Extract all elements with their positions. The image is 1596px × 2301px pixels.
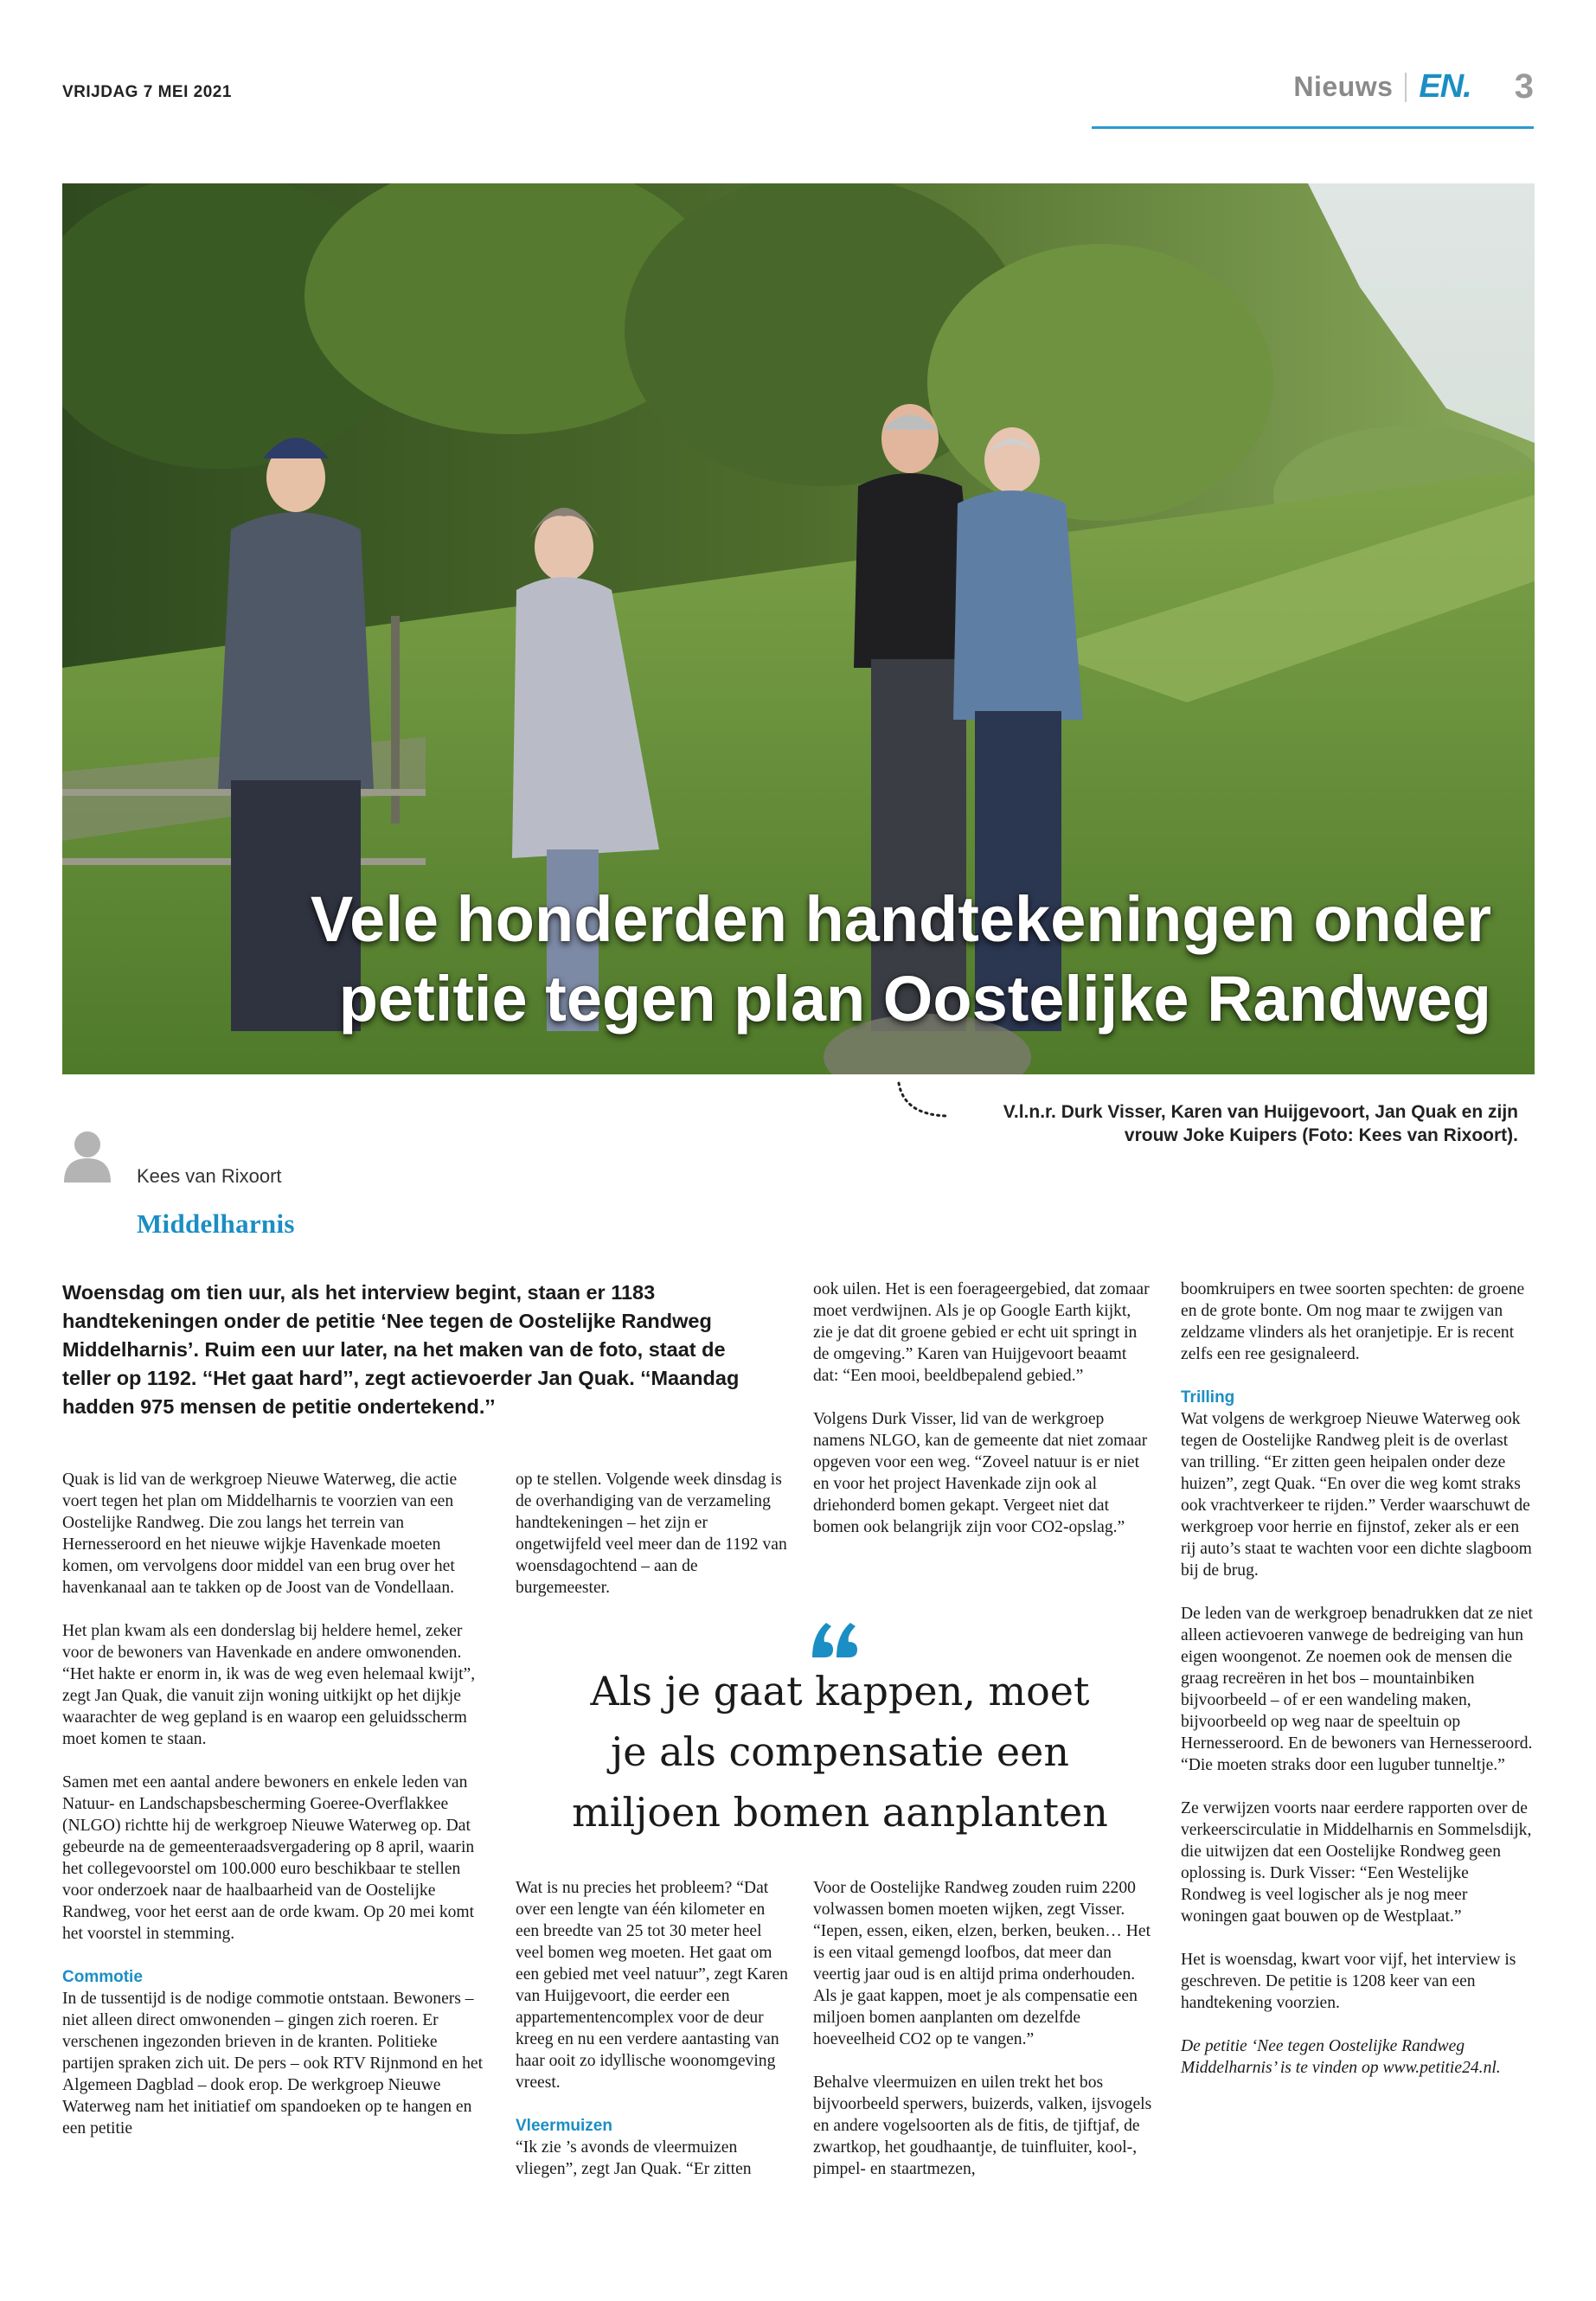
col3-paragraph-2: Volgens Durk Visser, lid van de werkgroep namens NLGO, kan de gemeente dat niet zomaar opgeven voor een weg. “Zoveel natuur is er niet en voor het project Havenkade zijn ook al driehonderd bomen gekapt. Vergeet niet dat bomen ook belangrijk zijn voor CO2-opslag.” xyxy=(813,1410,1148,1536)
col1-paragraph-3: Samen met een aantal andere bewoners en enkele leden van Natuur- en Landschapsbescherming Goeree-Overflakkee (NLGO) richtte hij de werkgroep Nieuwe Waterweg op. Dat gebeurde na de gemeenteraadsvergadering op 8 april, waarin het collegevoorstel om 100.000 euro beschikbaar te stellen voor onderzoek naar de haalbaarheid van de Oostelijke Randweg, voor het eerst aan de orde kwam. Op 20 mei komt het voorstel in stemming. xyxy=(62,1773,475,1943)
caption-line-1: V.l.n.r. Durk Visser, Karen van Huijgevoort, Jan Quak en zijn xyxy=(1003,1102,1518,1122)
author-name: Kees van Rixoort xyxy=(137,1165,282,1187)
pull-quote-line-1: Als je gaat kappen, moet xyxy=(590,1668,1090,1715)
header-divider xyxy=(1405,73,1407,102)
col4-paragraph-4: Ze verwijzen voorts naar eerdere rapporten over de verkeerscirculatie in Middelharnis en Sommelsdijk, die uitwijzen dat een Oostelijke Rondweg geen oplossing is. Durk Visser: “Een Westelijke Rondweg is veel logischer als je nog meer woningen gaat bouwen op de Westplaat.” xyxy=(1181,1799,1532,1926)
lead-paragraph: Woensdag om tien uur, als het interview begint, staan er 1183 handtekeningen onder de petitie ‘Nee tegen de Oostelijke Randweg Middelharnis’. Ruim een uur later, na het maken van de foto, staat de teller op 1192. ‘‘Het gaat hard’’, zegt actievoerder Jan Quak. ‘‘Maandag hadden 975 mensen de petitie ondertekend.’’ xyxy=(62,1281,740,1418)
article-column-4 xyxy=(1181,1279,1535,2079)
col2-paragraph-2: Wat is nu precies het probleem? “Dat over een lengte van één kilometer en een breedte van 25 tot 30 meter heel veel bomen weg moeten. Het gaat om een gebied met veel natuur”, zegt Karen van Huijgevoort, die eerder een appartementencomplex voor de deur kreeg en nu een verdere aantasting van haar ooit zo idyllische woonomgeving vreest. xyxy=(516,1879,788,2092)
article-column-2-bottom xyxy=(516,1877,791,2180)
page-number: 3 xyxy=(1514,67,1534,106)
col4-paragraph-1: boomkruipers en twee soorten spechten: de groene en de grote bonte. Om nog maar te zwijgen van zeldzame vlinders als het oranjetipje. Er is recent zelfs een ree gesignaleerd. xyxy=(1181,1280,1525,1363)
hero-photo xyxy=(62,183,1535,1074)
caption-line-2: vrouw Joke Kuipers (Foto: Kees van Rixoort). xyxy=(1124,1125,1518,1145)
pull-quote xyxy=(516,1661,1164,1843)
newspaper-logo: EN. xyxy=(1419,68,1471,105)
photo-caption xyxy=(861,1100,1518,1147)
col2-paragraph-1: op te stellen. Volgende week dinsdag is de overhandiging van de verzameling handtekeningen – het zijn er ongetwijfeld veel meer dan de 1192 van woensdagochtend – aan de burgemeester. xyxy=(516,1471,787,1597)
headline-line-1: Vele honderden handtekeningen onder xyxy=(310,883,1491,955)
article-column-1 xyxy=(62,1469,488,2139)
col2-paragraph-3: “Ik zie ’s avonds de vleermuizen vliegen”, zegt Jan Quak. “Er zitten xyxy=(516,2138,752,2178)
header-rule xyxy=(1092,126,1534,129)
col4-paragraph-5: Het is woensdag, kwart voor vijf, het interview is geschreven. De petitie is 1208 keer van een handtekening voorzien. xyxy=(1181,1951,1516,2012)
article-column-2-top xyxy=(516,1469,791,1599)
col3-paragraph-4: Behalve vleermuizen en uilen trekt het bos bijvoorbeeld sperwers, buizerds, valken, ijsvogels en andere vogelsoorten als de fitis, de tjiftjaf, de zwartkop, het goudhaantje, de tuinfluiter, kool-, pimpel- en staartmezen, xyxy=(813,2073,1152,2178)
article-column-3-top xyxy=(813,1279,1152,1538)
subheading-vleermuizen: Vleermuizen xyxy=(516,2117,612,2135)
headline xyxy=(62,880,1491,1039)
col1-paragraph-1: Quak is lid van de werkgroep Nieuwe Waterweg, die actie voert tegen het plan om Middelharnis te voorzien van een Oostelijke Randweg. Die zou langs het terrein van Hernesseroord en het nieuwe wijkje Havenkade moeten komen, om vervolgens door middel van een brug over het havenkanaal aan te takken op de Joost van de Vondellaan. xyxy=(62,1471,458,1597)
col4-paragraph-3: De leden van de werkgroep benadrukken dat ze niet alleen actievoeren vanwege de bedreiging van hun eigen woongenot. Ze noemen ook de mensen die graag recreëren in het bos – mountainbiken bijvoorbeeld – of er een wandeling maken, bijvoorbeeld op weg naar de speeltuin op Hernesseroord. En de bewoners van Hernesseroord. “Die moeten straks door een luguber tunneltje.” xyxy=(1181,1605,1533,1774)
article-column-3-bottom xyxy=(813,1877,1152,2180)
col3-paragraph-3: Voor de Oostelijke Randweg zouden ruim 2200 volwassen bomen moeten wijken, zegt Visser. “Iepen, essen, eiken, elzen, berken, beuken… Het is een vitaal gemengd loofbos, dat meer dan veertig jaar oud is en altijd prima onderhouden. Als je gaat kappen, moet je als compensatie een miljoen bomen aanplanten om dezelfde hoeveelheid CO2 op te vangen.” xyxy=(813,1879,1151,2048)
headline-line-2: petitie tegen plan Oostelijke Randweg xyxy=(338,963,1491,1035)
quote-mark-icon xyxy=(809,1616,859,1659)
pull-quote-line-2: je als compensatie een xyxy=(611,1728,1069,1775)
subheading-trilling: Trilling xyxy=(1181,1388,1235,1407)
section-name: Nieuws xyxy=(1293,71,1394,102)
col1-paragraph-2: Het plan kwam als een donderslag bij heldere hemel, zeker voor de bewoners van Havenkade en andere omwonenden. “Het hakte er enorm in, ik was de weg even helemaal kwijt”, zegt Jan Quak, die vanuit zijn woning uitkijkt op het dijkje waarachter de weg gepland is en waarop een geluidsscherm moet komen te staan. xyxy=(62,1622,476,1748)
subheading-commotie: Commotie xyxy=(62,1968,143,1986)
col1-paragraph-4: In de tussentijd is de nodige commotie ontstaan. Bewoners – niet alleen direct omwonenden – gingen zich roeren. Er verschenen ingezonden brieven in de kranten. Politieke partijen spraken zich uit. De pers – ook RTV Rijnmond en het Algemeen Dagblad – dook erop. De werkgroep Nieuwe Waterweg nam het initiatief om spandoeken op te hangen en een petitie xyxy=(62,1990,484,2138)
pull-quote-line-3: miljoen bomen aanplanten xyxy=(572,1789,1108,1836)
dateline-place: Middelharnis xyxy=(137,1208,295,1239)
col4-paragraph-2: Wat volgens de werkgroep Nieuwe Waterweg ook tegen de Oostelijke Randweg pleit is de overlast van trilling. “Er zitten geen heipalen onder deze huizen”, zegt Quak. “En over die weg komt straks ook vrachtverkeer te rijden.” Verder waarschuwt de werkgroep voor herrie en fijnstof, zeker als er een rij auto’s staat te wachten voor een dichte slagboom bij de brug. xyxy=(1181,1410,1532,1580)
masthead xyxy=(1293,67,1534,106)
petition-note: De petitie ‘Nee tegen Oostelijke Randweg Middelharnis’ is te vinden op www.petitie24.nl. xyxy=(1181,2037,1501,2077)
author-avatar-icon xyxy=(62,1129,112,1183)
col3-paragraph-1: ook uilen. Het is een foerageergebied, dat zomaar moet verdwijnen. Als je op Google Earth kijkt, zie je dat dit groene gebied er echt uit springt in de omgeving.” Karen van Huijgevoort beaamt dat: “Een mooi, beeldbepalend gebied.” xyxy=(813,1280,1150,1385)
edition-date: VRIJDAG 7 MEI 2021 xyxy=(62,83,232,101)
